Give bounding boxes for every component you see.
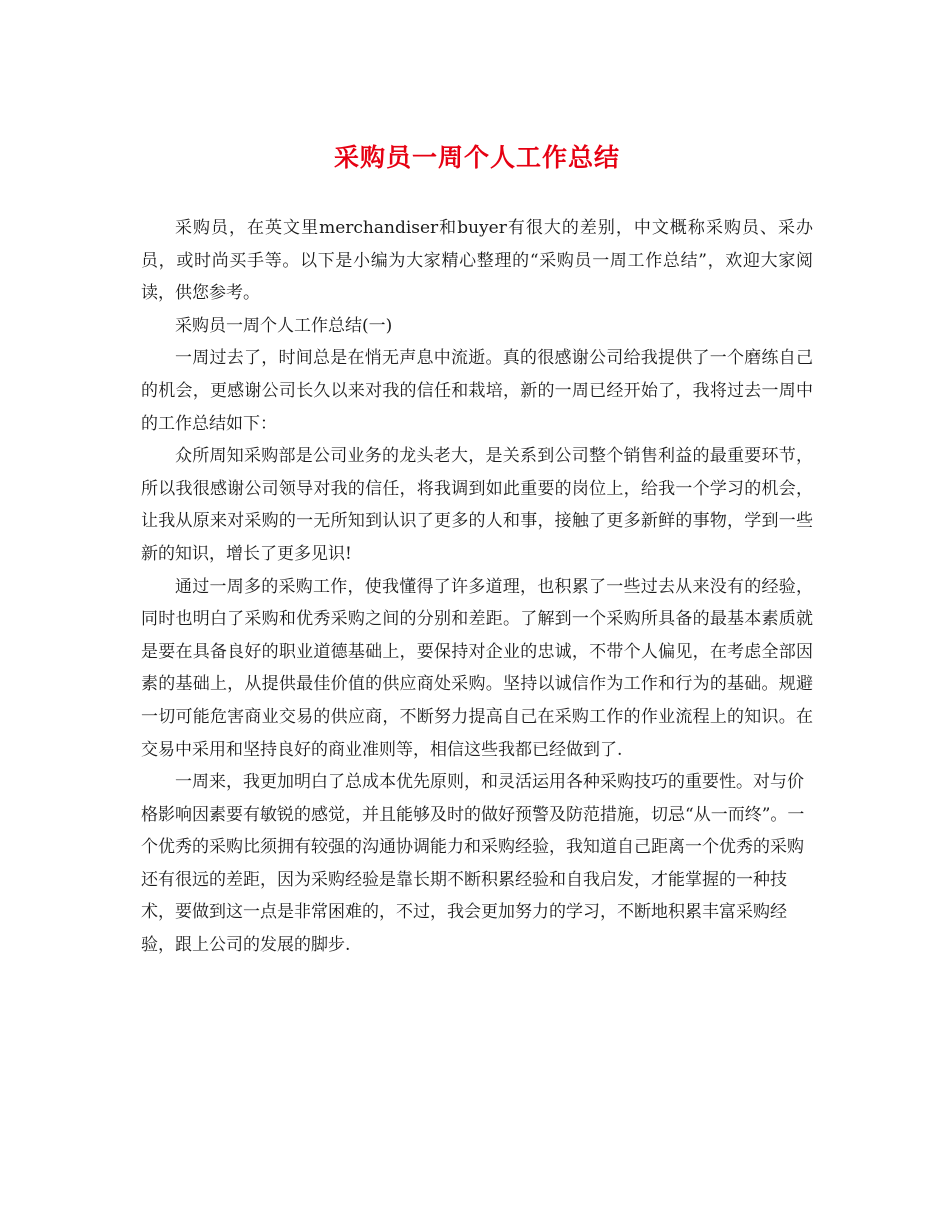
body-paragraph-4: 一周来，我更加明白了总成本优先原则，和灵活运用各种采购技巧的重要性。对与价格影响因素要有敏锐的感觉，并且能够及时的做好预警及防范措施，切忌“从一而终”。一个优秀的采购比须拥有较强的沟通协调能力和采购经验，我知道自己距离一个优秀的采购还有很远的差距，因为采购经验是靠长期不断积累经验和自我启发，才能掌握的一种技术，要做到这一点是非常困难的，不过，我会更加努力的学习，不断地积累丰富采购经验，跟上公司的发展的脚步. (141, 772, 805, 956)
document-page (141, 138, 813, 962)
section-heading: 采购员一周个人工作总结(一) (175, 315, 393, 336)
body-paragraph-2: 众所周知采购部是公司业务的龙头老大，是关系到公司整个销售利益的最重要环节，所以我很感谢公司领导对我的信任，将我调到如此重要的岗位上，给我一个学习的机会，让我从原来对采购的一无所知到认识了更多的人和事，接触了更多新鲜的事物，学到一些新的知识，增长了更多见识! (141, 446, 813, 564)
intro-paragraph: 采购员，在英文里merchandiser和buyer有很大的差别，中文概称采购员、采办员，或时尚买手等。以下是小编为大家精心整理的“采购员一周工作总结”，欢迎大家阅读，供您参考。 (141, 218, 813, 304)
body-paragraph-1: 一周过去了，时间总是在悄无声息中流逝。真的很感谢公司给我提供了一个磨练自己的机会，更感谢公司长久以来对我的信任和栽培，新的一周已经开始了，我将过去一周中的工作总结如下： (141, 348, 813, 434)
body-paragraph-3: 通过一周多的采购工作，使我懂得了许多道理，也积累了一些过去从来没有的经验，同时也明白了采购和优秀采购之间的分别和差距。了解到一个采购所具备的最基本素质就是要在具备良好的职业道德基础上，要保持对企业的忠诚，不带个人偏见，在考虑全部因素的基础上，从提供最佳价值的供应商处采购。坚持以诚信作为工作和行为的基础。规避一切可能危害商业交易的供应商，不断努力提高自己在采购工作的作业流程上的知识。在交易中采用和坚持良好的商业准则等，相信这些我都已经做到了. (141, 576, 813, 760)
document-title: 采购员一周个人工作总结 (333, 143, 620, 172)
